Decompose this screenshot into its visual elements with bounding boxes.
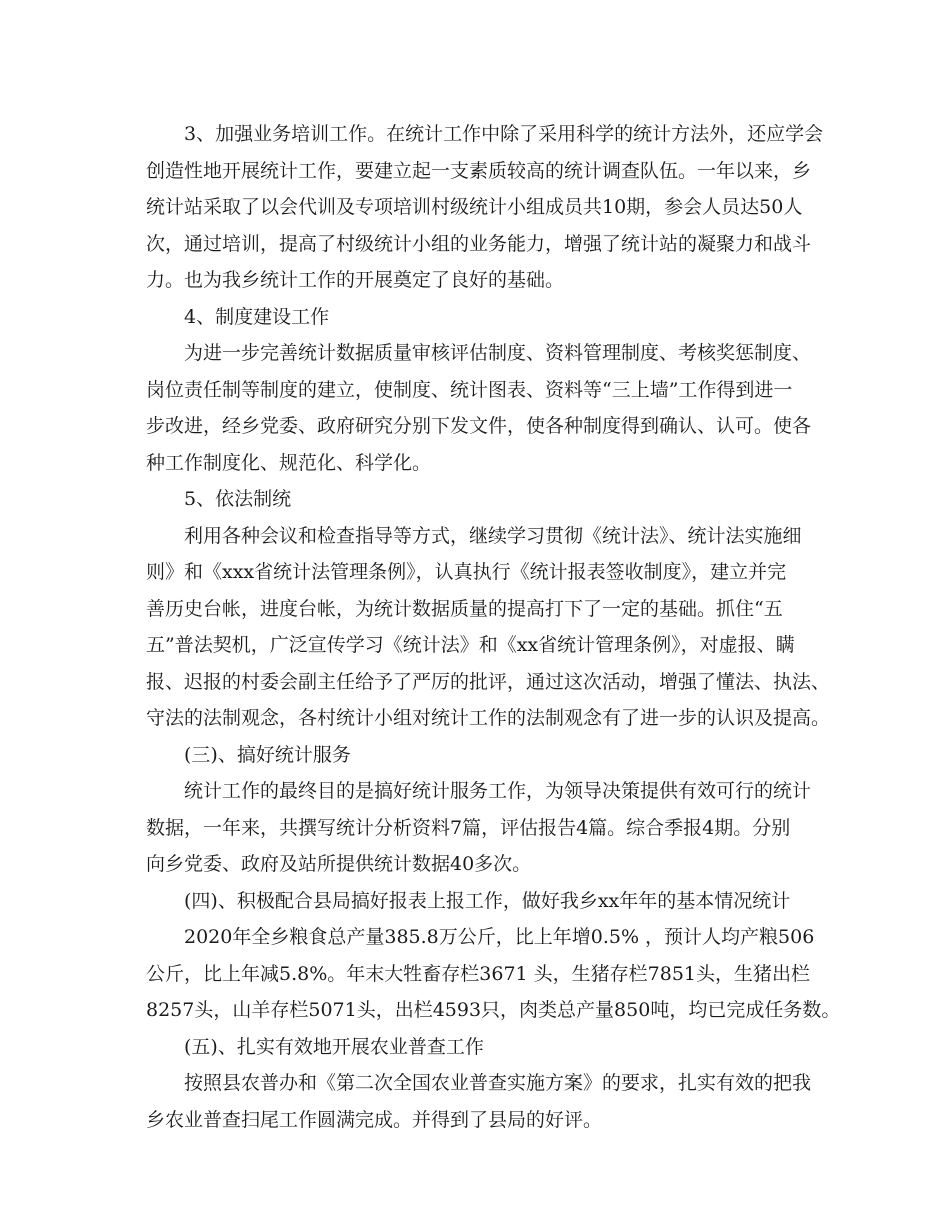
paragraph-line: 守法的法制观念，各村统计小组对统计工作的法制观念有了进一步的认识及提高。 bbox=[146, 707, 831, 729]
paragraph-line: 创造性地开展统计工作，要建立起一支素质较高的统计调查队伍。一年以来，乡 bbox=[146, 159, 812, 182]
paragraph-line: 统计站采取了以会代训及专项培训村级统计小组成员共10期，参会人员达50人 bbox=[146, 196, 803, 218]
paragraph-line: 数据，一年来，共撰写统计分析资料7篇，评估报告4篇。综合季报4期。分别 bbox=[146, 816, 791, 839]
paragraph-line: 为进一步完善统计数据质量审核评估制度、资料管理制度、考核奖惩制度、 bbox=[184, 342, 812, 364]
section-heading: (五)、扎实有效地开展农业普查工作 bbox=[184, 1035, 484, 1058]
paragraph-line: 2020年全乡粮食总产量385.8万公斤，比上年增0.5% ，预计人均产粮506 bbox=[184, 926, 815, 948]
paragraph-line: 公斤，比上年减5.8%。年末大牲畜存栏3671 头，生猪存栏7851头，生猪出栏 bbox=[146, 962, 811, 985]
paragraph-line: 报、迟报的村委会副主任给予了严厉的批评，通过这次活动，增强了懂法、执法、 bbox=[146, 670, 831, 693]
section-heading: (三)、搞好统计服务 bbox=[184, 743, 351, 766]
section-heading: 5、依法制统 bbox=[184, 488, 292, 510]
paragraph-line: 步改进，经乡党委、政府研究分别下发文件，使各种制度得到确认、认可。使各 bbox=[146, 415, 812, 437]
paragraph-line: 利用各种会议和检查指导等方式，继续学习贯彻《统计法》、统计法实施细 bbox=[184, 524, 802, 547]
paragraph-line: 统计工作的最终目的是搞好统计服务工作，为领导决策提供有效可行的统计 bbox=[184, 780, 812, 802]
paragraph-line: 善历史台帐，进度台帐，为统计数据质量的提高打下了一定的基础。抓住“五 bbox=[146, 597, 783, 620]
paragraph-line: 3、加强业务培训工作。在统计工作中除了采用科学的统计方法外，还应学会 bbox=[184, 123, 824, 145]
document-body bbox=[146, 116, 841, 1138]
section-heading: 4、制度建设工作 bbox=[184, 305, 330, 328]
paragraph-line: 则》和《xxx省统计法管理条例》，认真执行《统计报表签收制度》，建立并完 bbox=[146, 561, 787, 583]
paragraph-line: 五”普法契机，广泛宣传学习《统计法》和《xx省统计管理条例》，对虚报、瞒 bbox=[146, 634, 795, 656]
paragraph-line: 8257头，山羊存栏5071头，出栏4593只，肉类总产量850吨，均已完成任务数。 bbox=[146, 999, 841, 1021]
paragraph-line: 种工作制度化、规范化、科学化。 bbox=[146, 451, 432, 474]
paragraph-line: 次，通过培训，提高了村级统计小组的业务能力，增强了统计站的凝聚力和战斗 bbox=[146, 232, 812, 255]
paragraph-line: 乡农业普查扫尾工作圆满完成。并得到了县局的好评。 bbox=[146, 1108, 603, 1131]
section-heading: (四)、积极配合县局搞好报表上报工作，做好我乡xx年年的基本情况统计 bbox=[184, 889, 791, 912]
paragraph-line: 力。也为我乡统计工作的开展奠定了良好的基础。 bbox=[146, 269, 565, 291]
paragraph-line: 岗位责任制等制度的建立，使制度、统计图表、资料等“三上墙”工作得到进一 bbox=[146, 378, 793, 401]
paragraph-line: 向乡党委、政府及站所提供统计数据40多次。 bbox=[146, 853, 532, 875]
paragraph-line: 按照县农普办和《第二次全国农业普查实施方案》的要求，扎实有效的把我 bbox=[184, 1072, 812, 1094]
